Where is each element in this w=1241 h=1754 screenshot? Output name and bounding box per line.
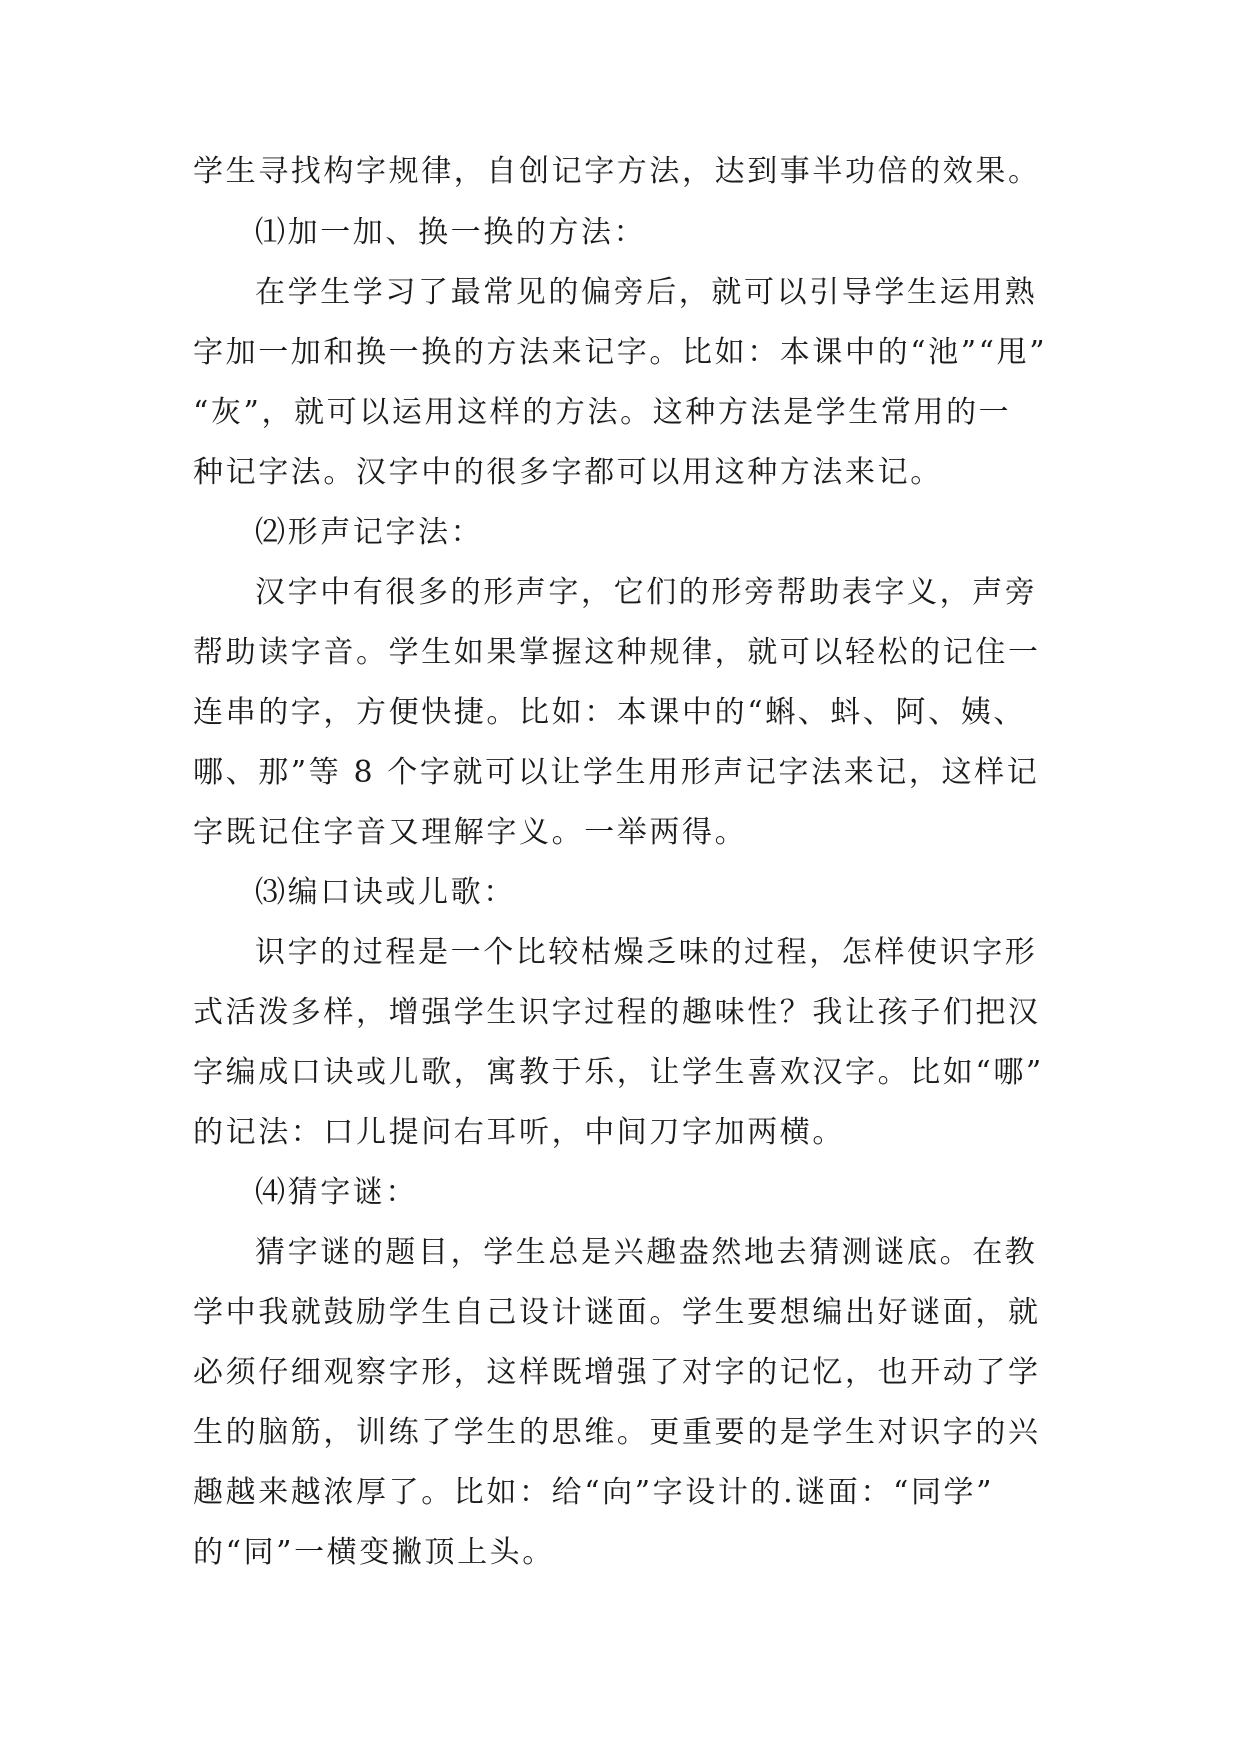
text-line: 字加一加和换一换的方法来记字。比如：本课中的“池”“甩” (193, 335, 1048, 370)
text-line: 字编成口诀或儿歌，寓教于乐，让学生喜欢汉字。比如“哪” (193, 1055, 1044, 1090)
paragraph-first-line: 猜字谜的题目，学生总是兴趣盎然地去猜测谜底。在教 (255, 1235, 1038, 1270)
section-heading: ⑵形声记字法： (255, 515, 484, 550)
section-heading: ⑶编口诀或儿歌： (255, 875, 516, 910)
text-line: 趣越来越浓厚了。比如：给“向”字设计的.谜面：“同学” (193, 1475, 995, 1510)
paragraph-first-line: 识字的过程是一个比较枯燥乏味的过程，怎样使识字形 (255, 935, 1038, 970)
text-line: 连串的字，方便快捷。比如：本课中的“蝌、蚪、阿、姨、 (193, 695, 1026, 730)
text-line: 的“同”一横变撇顶上头。 (193, 1535, 555, 1570)
section-heading: ⑴加一加、换一换的方法： (255, 215, 647, 250)
paragraph-first-line: 在学生学习了最常见的偏旁后，就可以引导学生运用熟 (255, 275, 1038, 310)
text-line: 哪、那”等 8 个字就可以让学生用形声记字法来记，这样记 (193, 755, 1040, 790)
paragraph-first-line: 汉字中有很多的形声字，它们的形旁帮助表字义，声旁 (255, 575, 1038, 610)
text-line: 式活泼多样，增强学生识字过程的趣味性？我让孩子们把汉 (193, 995, 1041, 1030)
text-line: 学生寻找构字规律，自创记字方法，达到事半功倍的效果。 (193, 154, 1041, 189)
text-line: 生的脑筋，训练了学生的思维。更重要的是学生对识字的兴 (193, 1415, 1041, 1450)
text-line: 必须仔细观察字形，这样既增强了对字的记忆，也开动了学 (193, 1355, 1041, 1390)
section-heading: ⑷猜字谜： (255, 1175, 418, 1210)
text-line: 种记字法。汉字中的很多字都可以用这种方法来记。 (193, 455, 943, 490)
text-line: 帮助读字音。学生如果掌握这种规律，就可以轻松的记住一 (193, 635, 1041, 670)
text-line: 的记法：口儿提问右耳听，中间刀字加两横。 (193, 1115, 845, 1150)
text-line: 学中我就鼓励学生自己设计谜面。学生要想编出好谜面，就 (193, 1295, 1041, 1330)
text-line: “灰”，就可以运用这样的方法。这种方法是学生常用的一 (193, 395, 1012, 430)
text-line: 字既记住字音又理解字义。一举两得。 (193, 815, 748, 850)
